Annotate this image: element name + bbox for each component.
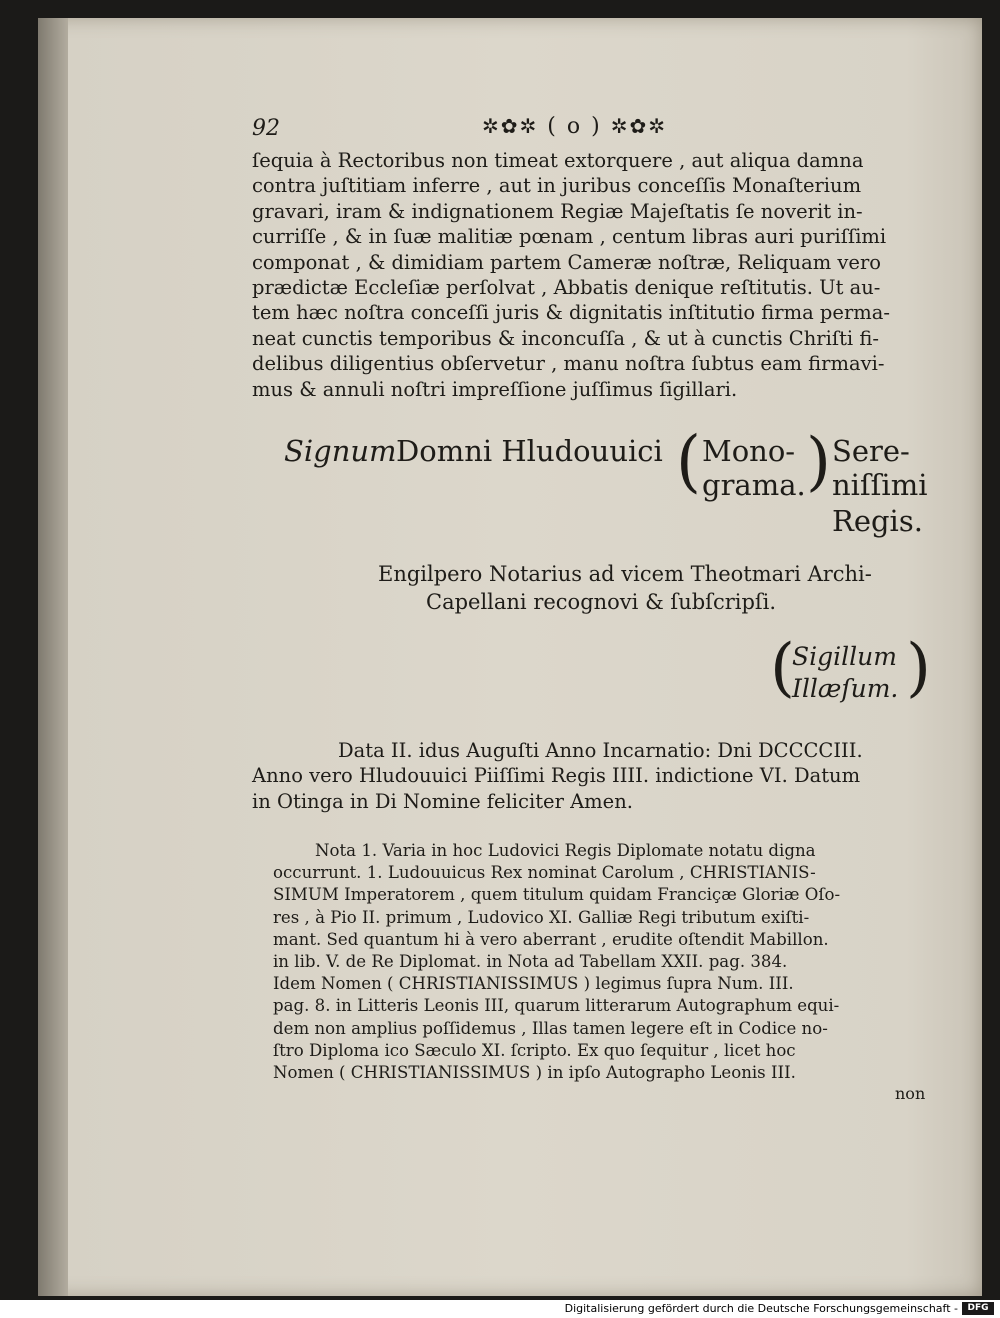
title-line-1: Sere- <box>832 434 910 468</box>
footnote-line: in lib. V. de Re Diplomat. in Nota ad Tabellam XXII. pag. 384. <box>273 952 788 972</box>
footnote-line: dem non amplius poſſidemus , Illas tamen legere eſt in Codice no- <box>273 1018 828 1038</box>
funding-credit: Digitalisierung gefördert durch die Deutsche Forschungsgemeinschaft - <box>564 1302 958 1315</box>
dating-clause <box>252 738 930 814</box>
text-line: delibus diligentius obſervetur , manu noſtra ſubtus eam firmavi- <box>252 352 885 376</box>
signum-block <box>284 423 934 538</box>
digitization-footer <box>0 1300 1000 1318</box>
left-paren-icon: ( <box>770 631 795 705</box>
floral-ornament-icon: ✲✿✲ <box>610 114 667 138</box>
text-line: mus & annuli noſtri impreſſione juſſimus ſigillari. <box>252 377 738 401</box>
right-paren-icon: ) <box>806 425 831 499</box>
footnote-line: mant. Sed quantum hi à vero aberrant , erudite oſtendit Mabillon. <box>273 929 829 949</box>
left-paren-icon: ( <box>676 423 701 501</box>
text-line: tem hæc noſtra conceſſi juris & dignitatis inſtitutio firma perma- <box>252 301 890 325</box>
seal-note <box>770 631 940 712</box>
signum-label: Signum <box>284 434 397 468</box>
footnote-line: ſtro Diploma ico Sæculo XI. ſcripto. Ex quo ſequitur , licet hoc <box>273 1040 796 1060</box>
footnote-line: SIMUM Imperatorem , quem titulum quidam Franciçæ Gloriæ Oſo- <box>273 885 841 905</box>
notary-subscription <box>378 560 938 616</box>
text-line: prædictæ Eccleſiæ perſolvat , Abbatis denique reſtitutis. Ut au- <box>252 276 881 300</box>
footnote-line: Nota 1. Varia in hoc Ludovici Regis Diplomate notatu digna <box>315 841 816 860</box>
monogram-line-1: Mono- <box>702 434 796 468</box>
text-line: neat cunctis temporibus & inconcuſſa , & ut à cunctis Chriſti fi- <box>252 326 879 350</box>
footnote-line: pag. 8. in Litteris Leonis III, quarum litterarum Autographum equi- <box>273 996 840 1016</box>
main-paragraph <box>252 148 930 402</box>
text-line: in Otinga in Di Nomine feliciter Amen. <box>252 789 633 813</box>
text-line: ſequia à Rectoribus non timeat extorquere , aut aliqua damna <box>252 149 864 172</box>
text-line: contra juſtitiam inferre , aut in juribus conceſſis Monaſterium <box>252 174 862 198</box>
monogram-line-2: grama. <box>702 468 806 502</box>
notary-line-1: Engilpero Notarius ad vicem Theotmari Archi- <box>378 562 872 586</box>
text-line: curriſſe , & in ſuæ malitiæ pœnam , centum libras auri puriſſimi <box>252 225 887 249</box>
title-line-3: Regis. <box>832 504 923 538</box>
dfg-logo-icon: DFG <box>962 1302 994 1315</box>
running-head <box>482 114 667 139</box>
text-line: Data II. idus Auguſti Anno Incarnatio: Dni DCCCCIII. <box>338 739 863 762</box>
floral-ornament-icon: ✲✿✲ <box>482 114 539 138</box>
running-head-text: ( o ) <box>547 114 602 139</box>
notary-line-2: Capellani recognovi & ſubſcripſi. <box>426 590 777 614</box>
right-paren-icon: ) <box>906 631 931 705</box>
seal-line-2: Illæſum. <box>792 674 899 703</box>
title-line-2: niſſimi <box>832 468 928 502</box>
seal-line-1: Sigillum <box>792 642 897 671</box>
page-header <box>252 112 932 148</box>
text-line: gravari, iram & indignationem Regiæ Majeſtatis ſe noverit in- <box>252 199 863 223</box>
footnote-paragraph <box>273 840 929 1084</box>
footnote-line: occurrunt. 1. Ludouuicus Rex nominat Carolum , CHRISTIANIS- <box>273 863 816 883</box>
footnote-line: res , à Pio II. primum , Ludovico XI. Galliæ Regi tributum exiſti- <box>273 907 810 927</box>
text-line: Anno vero Hludouuici Piiſſimi Regis IIII. indictione VI. Datum <box>252 764 861 788</box>
catchword: non <box>895 1084 926 1103</box>
text-line: componat , & dimidiam partem Cameræ noſtræ, Reliquam vero <box>252 250 882 274</box>
page-number: 92 <box>252 116 280 141</box>
footnote-line: Idem Nomen ( CHRISTIANISSIMUS ) legimus ſupra Num. III. <box>273 974 794 994</box>
footnote-line: Nomen ( CHRISTIANISSIMUS ) in ipſo Autographo Leonis III. <box>273 1063 796 1083</box>
signum-name: Domni Hludouuici <box>396 434 663 468</box>
page-gutter-shadow <box>38 18 68 1296</box>
